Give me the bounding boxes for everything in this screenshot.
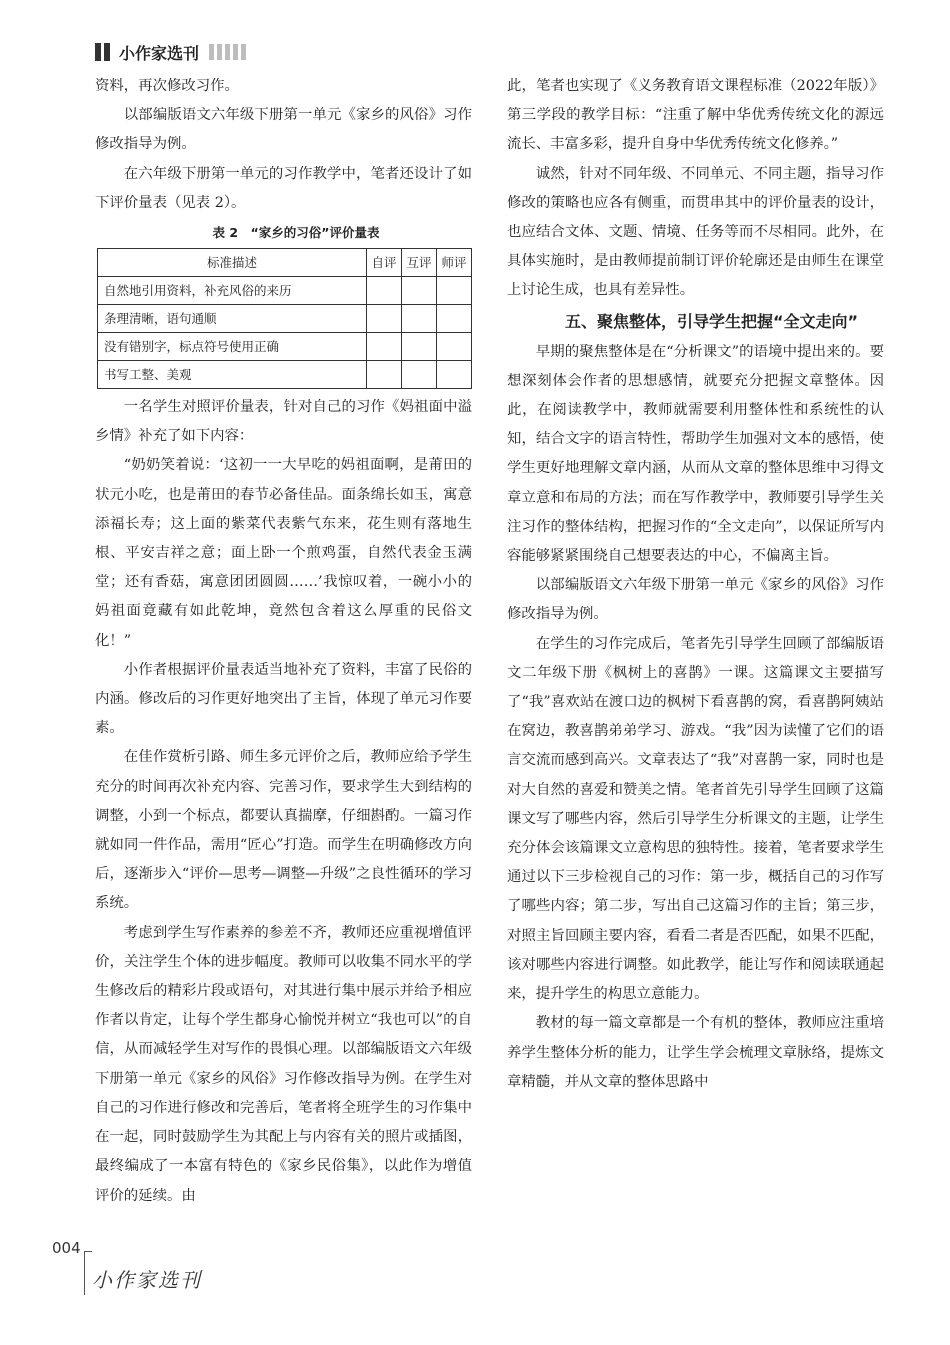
table-header-cell: 互评 [402, 249, 437, 277]
paragraph: 早期的聚焦整体是在“分析课文”的语境中提出来的。要想深刻体会作者的思想感情，就要充分把握文章整体。因此，在阅读教学中，教师就需要利用整体性和系统性的认知，结合文字的语言特性，帮助学生加强对文本的感悟，使学生更好地理解文章内涵，从而从文章的整体思维中习得文章立意和布局的方法；而在写作教学中，教师要引导学生关注习作的整体结构，把握习作的“全文走向”，以保证所写内容能够紧紧围绕自己想要表达的中心，不偏离主旨。 [507, 343, 884, 565]
table-cell: 书写工整、美观 [98, 361, 367, 389]
journal-logo: 小作家选刊 [92, 1268, 202, 1292]
table-header-row [98, 249, 472, 277]
table-cell [367, 333, 402, 361]
table-row [98, 277, 472, 305]
header-bar-icon [217, 44, 222, 60]
table-cell: 自然地引用资料，补充风俗的来历 [98, 277, 367, 305]
evaluation-rubric-table [97, 248, 472, 389]
table-row [98, 333, 472, 361]
paragraph: 诚然，针对不同年级、不同单元、不同主题，指导习作修改的策略也应各有侧重，而贯串其中的评价量表的设计，也应结合文体、文题、情境、任务等而不尽相同。此外，在具体实施时，是由教师提前制订评价轮廓还是由师生在课堂上讨论生成，也具有差异性。 [507, 165, 884, 299]
header-bar-icon [241, 44, 246, 60]
section-heading: 五、聚焦整体，引导学生把握“全文走向” [564, 311, 859, 331]
table-header-cell: 标准描述 [98, 249, 367, 277]
paragraph: 在学生的习作完成后，笔者先引导学生回顾了部编版语文二年级下册《枫树上的喜鹊》一课。这篇课文主要描写了“我”喜欢站在渡口边的枫树下看喜鹊的窝，看喜鹊阿姨站在窝边，教喜鹊弟弟学习、游戏。“我”因为读懂了它们的语言交流而感到高兴。文章表达了“我”对喜鹊一家，同时也是对大自然的喜爱和赞美之情。笔者首先引导学生回顾了这篇课文写了哪些内容，然后引导学生分析课文的主题，让学生充分体会该篇课文立意构思的独特性。接着，笔者要求学生通过以下三步检视自己的习作：第一步，概括自己的习作写了哪些内容；第二步，写出自己这篇习作的主旨；第三步，对照主旨回顾主要内容，看看二者是否匹配，如果不匹配，该对哪些内容进行调整。如此教学，能让写作和阅读联通起来，提升学生的构思立意能力。 [507, 635, 884, 1003]
table-cell [402, 361, 437, 389]
paragraph: 以部编版语文六年级下册第一单元《家乡的风俗》习作修改指导为例。 [95, 107, 472, 153]
paragraph: 考虑到学生写作素养的参差不齐，教师还应重视增值评价，关注学生个体的进步幅度。教师可以收集不同水平的学生修改后的精彩片段或语句，对其进行集中展示并给予相应作者以肯定，让每个学生都身心愉悦并树立“我也可以”的自信，从而减轻学生对写作的畏惧心理。以部编版语文六年级下册第一单元《家乡的风俗》习作修改指导为例。在学生对自己的习作进行修改和完善后，笔者将全班学生的习作集中在一起，同时鼓励学生为其配上与内容有关的照片或插图，最终编成了一本富有特色的《家乡民俗集》，以此作为增值评价的延续。由 [95, 924, 472, 1204]
table-header-cell: 自评 [367, 249, 402, 277]
paragraph: 资料，再次修改习作。 [95, 78, 239, 94]
table-cell [437, 333, 472, 361]
table-row [98, 305, 472, 333]
footer-divider [84, 1251, 92, 1252]
left-column [95, 72, 472, 1211]
journal-title: 小作家选刊 [119, 43, 200, 63]
table-cell [367, 305, 402, 333]
page-number: 004 [52, 1239, 81, 1257]
header-bar-icon [95, 43, 101, 61]
quoted-passage: “奶奶笑着说：‘这初一一大早吃的妈祖面啊，是莆田的状元小吃，也是莆田的春节必备佳品。面条绵长如玉，寓意添福长寿；这上面的紫菜代表紫气东来，花生则有落地生根、平安吉祥之意；面上卧一个煎鸡蛋，自然代表金玉满堂；还有香菇，寓意团团圆圆……’我惊叹着，一碗小小的妈祖面竟藏有如此乾坤，竟然包含着这么厚重的民俗文化！” [95, 457, 472, 649]
header-bar-icon [225, 44, 230, 60]
paragraph: 一名学生对照评价量表，针对自己的习作《妈祖面中溢乡情》补充了如下内容： [95, 399, 472, 445]
paragraph: 此，笔者也实现了《义务教育语文课程标准（2022年版）》第三学段的教学目标：“注重了解中华优秀传统文化的源远流长、丰富多彩，提升自身中华优秀传统文化修养。” [507, 78, 884, 153]
table-cell [367, 277, 402, 305]
right-column [507, 72, 884, 1097]
table-row [98, 361, 472, 389]
table-cell [437, 277, 472, 305]
table-cell [402, 305, 437, 333]
header-bar-icon [209, 44, 214, 60]
table-header-cell: 师评 [437, 249, 472, 277]
table-cell: 条理清晰，语句通顺 [98, 305, 367, 333]
table-cell [437, 305, 472, 333]
table-cell: 没有错别字，标点符号使用正确 [98, 333, 367, 361]
table-cell [367, 361, 402, 389]
table-cell [402, 333, 437, 361]
table-cell [402, 277, 437, 305]
header-bar-icon [233, 44, 238, 60]
table-cell [437, 361, 472, 389]
running-header [95, 40, 249, 64]
paragraph: 教材的每一篇文章都是一个有机的整体，教师应注重培养学生整体分析的能力，让学生学会梳理文章脉络，提炼文章精髓，并从文章的整体思路中 [507, 1015, 884, 1090]
paragraph: 在六年级下册第一单元的习作教学中，笔者还设计了如下评价量表（见表 2）。 [95, 165, 472, 211]
paragraph: 以部编版语文六年级下册第一单元《家乡的风俗》习作修改指导为例。 [507, 577, 884, 623]
paragraph: 在佳作赏析引路、师生多元评价之后，教师应给予学生充分的时间再次补充内容、完善习作，要求学生大到结构的调整，小到一个标点，都要认真揣摩，仔细斟酌。一篇习作就如同一件作品，需用“匠心”打造。而学生在明确修改方向后，逐渐步入“评价—思考—调整—升级”之良性循环的学习系统。 [95, 749, 472, 912]
footer-divider [84, 1251, 85, 1295]
paragraph: 小作者根据评价量表适当地补充了资料，丰富了民俗的内涵。修改后的习作更好地突出了主旨，体现了单元习作要素。 [95, 661, 472, 737]
table-caption: 表 2 “家乡的习俗”评价量表 [212, 225, 380, 241]
header-bar-icon [104, 43, 110, 61]
